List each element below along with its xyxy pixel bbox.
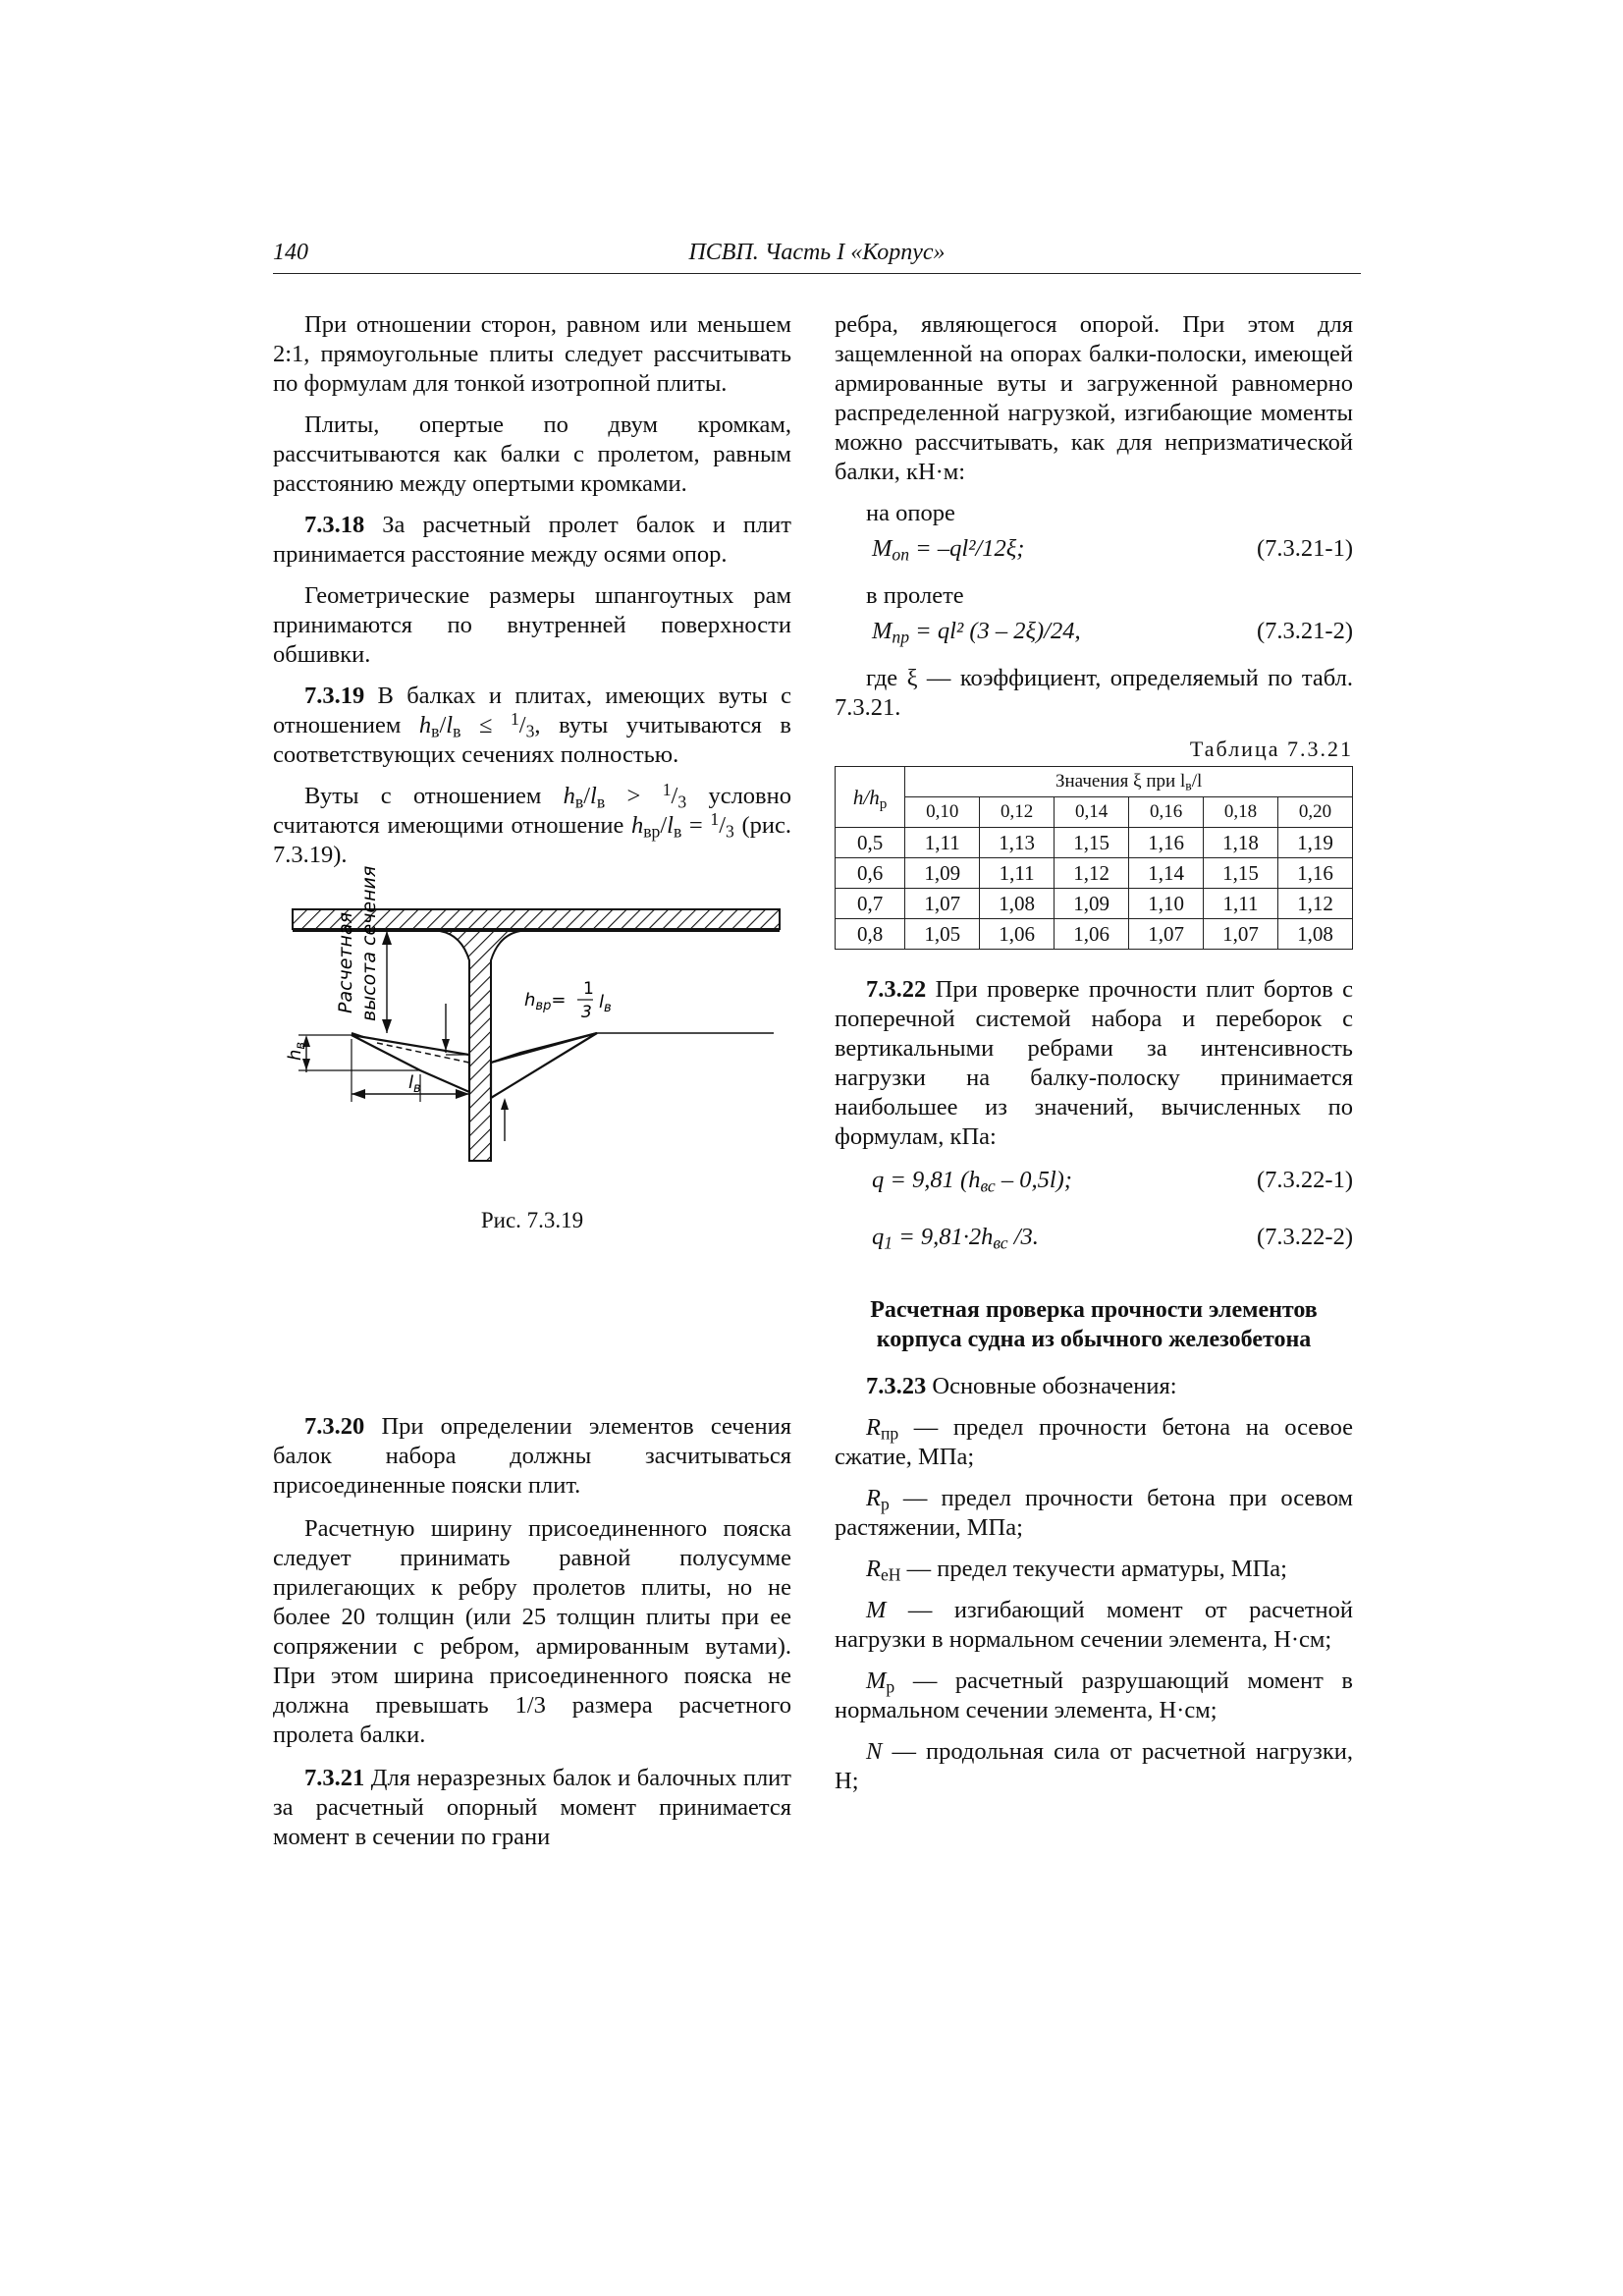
paragraph: Геометрические размеры шпангоутных рам принимаются по внутренней поверхности обшивки. (273, 582, 791, 668)
clause-7-3-22 (835, 975, 1353, 1152)
clause-number: 7.3.21 (304, 1765, 365, 1791)
table-cell: 1,16 (1278, 858, 1353, 889)
frac-num: 1 (583, 979, 594, 999)
formula-7-3-21-1 (835, 532, 1353, 568)
formula-expression: $q_1 = 9,81\cdot 2h_{вс}$ /3. (872, 1224, 1039, 1253)
paragraph: Вуты с отношением $h_в/l_в > ^1/_3$ условно считаются имеющими отношение $h_{вр}/l_в = ^1/_3$ (рис. 7.3.19). (273, 780, 791, 868)
definition-symbol: R (866, 1485, 881, 1511)
page-number: 140 (273, 240, 308, 265)
definition-subscript: пр (880, 1423, 899, 1444)
table-col-header: 0,20 (1278, 797, 1353, 828)
running-title: ПСВП. Часть I «Корпус» (688, 240, 946, 265)
definition-text: — предел прочности бетона при осевом растяжении, МПа; (835, 1485, 1353, 1541)
lb-label-formula: $l_в$ (599, 992, 612, 1015)
table-cell: 1,07 (1204, 919, 1278, 950)
table-cell: 1,09 (1055, 889, 1129, 919)
table-cell: 1,12 (1055, 858, 1129, 889)
text-run: размера расчетного пролета балки. (273, 1692, 791, 1748)
text-run: Вуты с отношением (304, 783, 564, 809)
definition-symbol: N (866, 1738, 883, 1765)
table-row-header: 0,8 (836, 919, 905, 950)
vertical-label-2: высота сечения (358, 865, 380, 1021)
hbp-label: $h_{вр}=$ (524, 990, 567, 1013)
definition-text: — расчетный разрушающий момент в нормальном сечении элемента, Н·см; (835, 1667, 1353, 1723)
table-header-group: Значения ξ при $l_в/l$ (905, 767, 1353, 797)
table-7-3-21 (835, 766, 1353, 950)
formula-expression: $M_{пр} = ql^2$ (3 – 2ξ)/24, (872, 618, 1081, 647)
text-run: Расчетную ширину присоединенного пояска следует принимать равной полусумме прилегающих к ребру пролетов плиты, но не более 20 толщин (или 25 толщин плиты при ее сопряжении с ребром, армированным вутами). При этом ширина присоединенного пояска не должна превышать (273, 1515, 791, 1719)
clause-text: Основные обозначения: (926, 1373, 1177, 1399)
vertical-label-1: Расчетная (335, 911, 356, 1013)
definition-symbol: R (866, 1556, 881, 1582)
paragraph: Плиты, опертые по двум кромкам, рассчитываются как балки с пролетом, равным расстоянию между опертыми кромками. (273, 411, 791, 497)
arrow-icon (442, 1039, 450, 1051)
clause-number: 7.3.22 (866, 976, 927, 1003)
definition-symbol: M (866, 1597, 887, 1623)
formula-number: (7.3.21-1) (1257, 535, 1353, 562)
formula-number: (7.3.21-2) (1257, 618, 1353, 644)
frac-den: 3 (581, 1003, 592, 1022)
clause-7-3-23 (835, 1372, 1353, 1401)
text-run: (рис. 7.3.19). (273, 812, 791, 868)
definition-item (835, 1737, 1353, 1796)
paragraph: ребра, являющегося опорой. При этом для защемленной на опорах балки-полоски, имеющей армированные вуты и загруженной равномерно распределенной нагрузкой, изгибающие моменты можно рассчитывать, как для непризматической балки, кН·м: (835, 311, 1353, 485)
table-row-header: 0,5 (836, 828, 905, 858)
left-column-lower (273, 1412, 791, 1866)
clause-7-3-18 (273, 511, 791, 570)
web-hatched (440, 931, 520, 1161)
table-row-header: 0,7 (836, 889, 905, 919)
right-column (835, 310, 1353, 1808)
formula-7-3-21-2 (835, 615, 1353, 650)
table-row (836, 858, 1353, 889)
label-in-span: в пролете (866, 582, 964, 609)
arrow-icon (352, 1089, 365, 1099)
formula-7-3-22-1 (835, 1164, 1353, 1199)
table-cell: 1,06 (1055, 919, 1129, 950)
table-cell: 1,10 (1129, 889, 1204, 919)
definition-subscript: eH (880, 1564, 901, 1585)
definition-item (835, 1413, 1353, 1472)
table-cell: 1,12 (1278, 889, 1353, 919)
table-cell: 1,16 (1129, 828, 1204, 858)
definition-text: — предел прочности бетона на осевое сжатие, МПа; (835, 1414, 1353, 1470)
clause-number: 7.3.18 (304, 512, 365, 538)
table-col-header: 0,10 (905, 797, 980, 828)
clause-number: 7.3.23 (866, 1373, 927, 1399)
definition-item (835, 1667, 1353, 1725)
table-cell: 1,14 (1129, 858, 1204, 889)
table-row-header: 0,6 (836, 858, 905, 889)
clause-7-3-20 (273, 1412, 791, 1501)
table-cell: 1,06 (980, 919, 1055, 950)
table-cell: 1,15 (1055, 828, 1129, 858)
clause-number: 7.3.20 (304, 1413, 365, 1440)
table-cell: 1,07 (1129, 919, 1204, 950)
formula-expression: $M_{оп} = -ql^2/12\xi$; (872, 535, 1025, 565)
section-title: Расчетная проверка прочности элементов корпуса судна из обычного железобетона (870, 1297, 1318, 1352)
definition-symbol: R (866, 1414, 881, 1441)
arrow-icon (501, 1098, 509, 1110)
formula-expression: q = 9,81 $(h_{вс} - 0,5l)$; (872, 1167, 1072, 1196)
clause-text: За расчетный пролет балок и плит принимается расстояние между осями опор. (273, 512, 791, 568)
table-cell: 1,07 (905, 889, 980, 919)
clause-number: 7.3.19 (304, 683, 365, 709)
label-on-support: на опоре (866, 500, 955, 526)
table-cell: 1,09 (905, 858, 980, 889)
table-header-row: $h/h_р$ (836, 767, 905, 828)
hb-label: $h_в$ (285, 1041, 308, 1061)
table-cell: 1,08 (1278, 919, 1353, 950)
clause-7-3-19: 7.3.19 В балках и плитах, имеющих вуты с отношением $h_в/l_в \le ^1/_3$, вуты учитываются в соответствующих сечениях полностью. (273, 683, 791, 768)
table-caption: Таблица 7.3.21 (1189, 737, 1353, 761)
definition-item (835, 1555, 1353, 1584)
paragraph: При отношении сторон, равном или меньшем 2:1, прямоугольные плиты следует рассчитывать по формулам для тонкой изотропной плиты. (273, 311, 791, 397)
table-cell: 1,15 (1204, 858, 1278, 889)
table-cell: 1,11 (980, 858, 1055, 889)
paragraph: где ξ — коэффициент, определяемый по табл. 7.3.21. (835, 665, 1353, 721)
fraction: 1/3 (514, 1692, 546, 1719)
table-cell: 1,05 (905, 919, 980, 950)
table-cell: 1,11 (1204, 889, 1278, 919)
table-col-header: 0,16 (1129, 797, 1204, 828)
definition-text: — продольная сила от расчетной нагрузки, Н; (835, 1738, 1353, 1794)
table-col-header: 0,18 (1204, 797, 1278, 828)
paragraph (273, 1514, 791, 1750)
definition-text: — предел текучести арматуры, МПа; (900, 1556, 1287, 1582)
arrow-down-icon (382, 1019, 392, 1033)
table-row (836, 828, 1353, 858)
formula-number: (7.3.22-2) (1257, 1224, 1353, 1250)
clause-text: При определении элементов сечения балок набора должны засчитываться присоединенные пояски плит. (273, 1413, 791, 1499)
table-row (836, 889, 1353, 919)
haunch-right (491, 1033, 597, 1098)
clause-7-3-21 (273, 1764, 791, 1852)
formula-number: (7.3.22-1) (1257, 1167, 1353, 1193)
left-column (273, 310, 791, 1583)
table-col-header: 0,12 (980, 797, 1055, 828)
haunch-diagram (285, 865, 784, 1200)
clause-text: В балках и плитах, имеющих вуты с отношением (273, 683, 791, 738)
definitions-list (835, 1413, 1353, 1796)
table-cell: 1,11 (905, 828, 980, 858)
table-cell: 1,19 (1278, 828, 1353, 858)
page-header (273, 240, 1361, 274)
formula-7-3-22-2 (835, 1221, 1353, 1256)
arrow-up-icon (382, 931, 392, 945)
table-col-header: 0,14 (1055, 797, 1129, 828)
table-cell: 1,18 (1204, 828, 1278, 858)
clause-text: , вуты учитываются в соответствующих сечениях полностью. (273, 712, 791, 768)
definition-text: — изгибающий момент от расчетной нагрузки в нормальном сечении элемента, Н·см; (835, 1597, 1353, 1653)
definition-item (835, 1484, 1353, 1543)
table-cell: 1,13 (980, 828, 1055, 858)
table-cell: 1,08 (980, 889, 1055, 919)
text-run: условно считаются имеющими отношение (273, 783, 791, 839)
figure-caption: Рис. 7.3.19 (480, 1208, 584, 1232)
clause-text: При проверке прочности плит бортов с поперечной системой набора и переборок с вертикальными ребрами за интенсивность нагрузки на балку-полоску принимается наибольшее из значений, вычисленных по формулам, кПа: (835, 976, 1353, 1150)
definition-symbol: M (866, 1667, 887, 1694)
lb-label: $l_в$ (408, 1072, 421, 1096)
definition-item (835, 1596, 1353, 1655)
table-row (836, 919, 1353, 950)
clause-text: Для неразрезных балок и балочных плит за расчетный опорный момент принимается момент в сечении по грани (273, 1765, 791, 1850)
definition-subscript: р (886, 1676, 895, 1697)
definition-subscript: р (880, 1494, 890, 1514)
